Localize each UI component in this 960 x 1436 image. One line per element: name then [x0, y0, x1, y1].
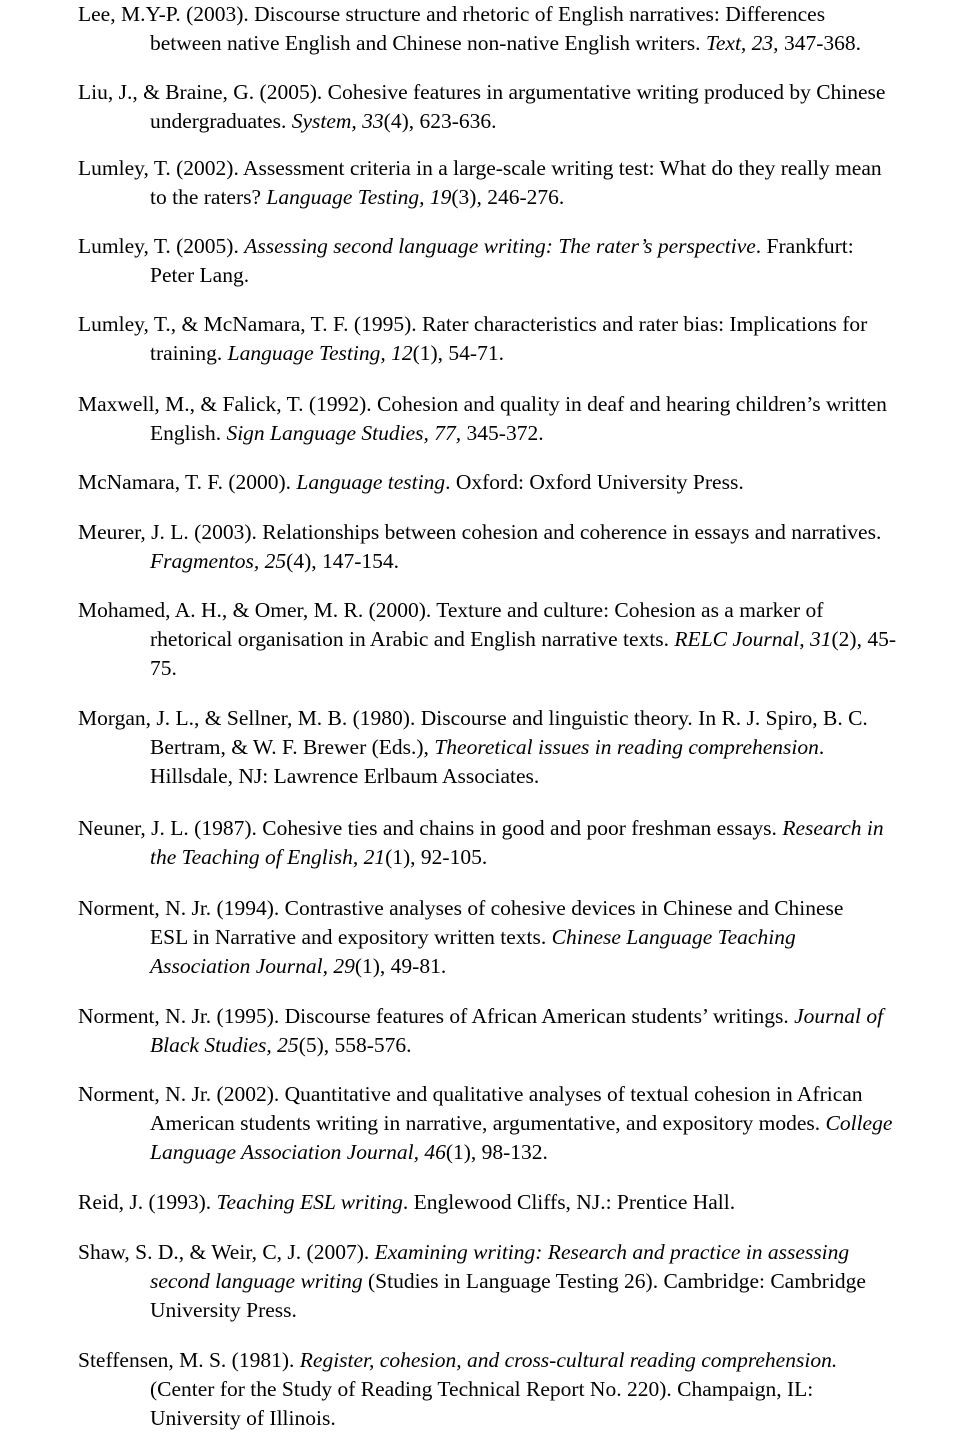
reference-line — [150, 1404, 837, 1433]
text-segment: Meurer, J. L. (2003). Relationships between cohesion and coherence in essays and narratives. — [78, 520, 882, 544]
reference-entry — [6, 390, 887, 448]
text-segment: American students writing in narrative, argumentative, and expository modes. — [150, 1111, 826, 1135]
reference-line — [150, 183, 882, 212]
reference-line — [78, 894, 843, 923]
reference-entry — [6, 1188, 735, 1217]
italic-segment: Examining writing: Research and practice in assessing — [374, 1240, 850, 1264]
text-segment: training. — [150, 341, 228, 365]
italic-segment: Language testing — [296, 470, 446, 494]
text-segment: Shaw, S. D., & Weir, C, J. (2007). — [78, 1240, 375, 1264]
text-segment: Norment, N. Jr. (1995). Discourse features of African American students’ writings. — [78, 1004, 795, 1028]
italic-segment: College — [825, 1111, 893, 1135]
reference-line — [150, 547, 881, 576]
text-segment: Reid, J. (1993). — [78, 1190, 217, 1214]
text-segment: (1), 54-71. — [412, 341, 504, 365]
text-segment: . Englewood Cliffs, NJ.: Prentice Hall. — [402, 1190, 736, 1214]
reference-line — [150, 339, 867, 368]
text-segment: Lumley, T. (2002). Assessment criteria in a large-scale writing test: What do they really mean — [78, 156, 882, 180]
text-segment: rhetorical organisation in Arabic and English narrative texts. — [150, 627, 675, 651]
reference-line — [78, 1238, 866, 1267]
italic-segment: Language Testing, 19 — [266, 185, 452, 209]
reference-line — [78, 390, 887, 419]
text-segment: Lumley, T. (2005). — [78, 234, 245, 258]
reference-entry — [6, 814, 884, 872]
italic-segment: Language Testing, 12 — [227, 341, 413, 365]
text-segment: Norment, N. Jr. (1994). Contrastive analyses of cohesive devices in Chinese and Chinese — [78, 896, 844, 920]
reference-line — [78, 814, 884, 843]
text-segment: Norment, N. Jr. (2002). Quantitative and qualitative analyses of textual cohesion in African — [78, 1082, 863, 1106]
text-segment: Bertram, & W. F. Brewer (Eds.), — [150, 735, 435, 759]
italic-segment: Research in — [782, 816, 884, 840]
reference-line — [150, 733, 868, 762]
reference-entry — [6, 78, 885, 136]
italic-segment: Black Studies, 25 — [150, 1033, 299, 1057]
text-segment: University of Illinois. — [150, 1406, 336, 1430]
text-segment: Mohamed, A. H., & Omer, M. R. (2000). Texture and culture: Cohesion as a marker of — [78, 598, 824, 622]
reference-line — [150, 1138, 892, 1167]
text-segment: (2), 45- — [831, 627, 896, 651]
reference-line — [78, 78, 885, 107]
text-segment: 75. — [150, 656, 177, 680]
reference-entry — [6, 154, 882, 212]
reference-entry — [6, 704, 868, 791]
reference-entry — [6, 518, 881, 576]
text-segment: (1), 98-132. — [445, 1140, 548, 1164]
text-segment: 345-372. — [461, 421, 544, 445]
reference-line — [150, 1109, 892, 1138]
italic-segment: Theoretical issues in reading comprehension — [434, 735, 819, 759]
text-segment: . — [818, 735, 825, 759]
italic-segment: Language Association Journal, 46 — [150, 1140, 446, 1164]
reference-line — [150, 1296, 866, 1325]
reference-line — [78, 704, 868, 733]
text-segment: Lee, M.Y-P. (2003). Discourse structure and rhetoric of English narratives: Differences — [78, 2, 826, 26]
reference-entry — [6, 468, 744, 497]
italic-segment: System, 33 — [291, 109, 384, 133]
reference-line — [78, 310, 867, 339]
text-segment: (1), 92-105. — [385, 845, 488, 869]
text-segment: (1), 49-81. — [354, 954, 447, 978]
reference-entry — [6, 1002, 883, 1060]
text-segment: (3), 246-276. — [451, 185, 565, 209]
reference-entry — [6, 1238, 866, 1325]
text-segment: 347-368. — [778, 31, 861, 55]
text-segment: Morgan, J. L., & Sellner, M. B. (1980). Discourse and linguistic theory. In R. J. Spiro, B. C. — [78, 706, 868, 730]
reference-line — [78, 0, 861, 29]
italic-segment: Sign Language Studies, 77, — [226, 421, 462, 445]
reference-line — [150, 923, 843, 952]
reference-line — [150, 654, 896, 683]
text-segment: . Frankfurt: — [755, 234, 854, 258]
reference-line — [150, 762, 868, 791]
reference-entry — [6, 894, 843, 981]
text-segment: (4), 147-154. — [286, 549, 400, 573]
reference-entry — [6, 1346, 837, 1433]
text-segment: Maxwell, M., & Falick, T. (1992). Cohesion and quality in deaf and hearing children’s written — [78, 392, 887, 416]
reference-line — [150, 29, 861, 58]
reference-line — [150, 952, 843, 981]
text-segment: ESL in Narrative and expository written texts. — [150, 925, 552, 949]
reference-line — [78, 154, 882, 183]
italic-segment: the Teaching of English, 21 — [150, 845, 386, 869]
text-segment: (Center for the Study of Reading Technical Report No. 220). Champaign, IL: — [150, 1377, 814, 1401]
reference-entry — [6, 1080, 892, 1167]
reference-line — [150, 843, 884, 872]
italic-segment: Assessing second language writing: The rater’s perspective — [244, 234, 756, 258]
reference-entry — [6, 232, 854, 290]
reference-line — [78, 518, 881, 547]
text-segment: (4), 623-636. — [383, 109, 497, 133]
text-segment: University Press. — [150, 1298, 297, 1322]
reference-line — [150, 261, 854, 290]
italic-segment: RELC Journal, 31 — [674, 627, 832, 651]
reference-line — [78, 596, 896, 625]
reference-line — [78, 1346, 837, 1375]
reference-line — [150, 419, 887, 448]
italic-segment: Text, 23, — [705, 31, 779, 55]
reference-line — [78, 1080, 892, 1109]
text-segment: Neuner, J. L. (1987). Cohesive ties and chains in good and poor freshman essays. — [78, 816, 783, 840]
reference-entry — [6, 596, 896, 683]
reference-line — [150, 625, 896, 654]
text-segment: Liu, J., & Braine, G. (2005). Cohesive features in argumentative writing produced by Chinese — [78, 80, 886, 104]
text-segment: (Studies in Language Testing 26). Cambridge: Cambridge — [362, 1269, 866, 1293]
italic-segment: Fragmentos, 25 — [150, 549, 287, 573]
text-segment: Peter Lang. — [150, 263, 250, 287]
italic-segment: Register, cohesion, and cross-cultural reading comprehension. — [299, 1348, 838, 1372]
reference-entry — [6, 310, 867, 368]
text-segment: Hillsdale, NJ: Lawrence Erlbaum Associates. — [150, 764, 540, 788]
reference-line — [150, 107, 885, 136]
reference-line — [78, 1002, 883, 1031]
reference-line — [150, 1267, 866, 1296]
text-segment: Steffensen, M. S. (1981). — [78, 1348, 300, 1372]
reference-line — [78, 232, 854, 261]
text-segment: English. — [150, 421, 227, 445]
text-segment: between native English and Chinese non-native English writers. — [150, 31, 706, 55]
italic-segment: Association Journal, 29 — [150, 954, 355, 978]
text-segment: undergraduates. — [150, 109, 292, 133]
italic-segment: Teaching ESL writing — [216, 1190, 403, 1214]
reference-entry — [6, 0, 861, 58]
italic-segment: Journal of — [794, 1004, 884, 1028]
italic-segment: Chinese Language Teaching — [551, 925, 796, 949]
reference-line — [150, 1375, 837, 1404]
text-segment: Lumley, T., & McNamara, T. F. (1995). Rater characteristics and rater bias: Implications for — [78, 312, 868, 336]
italic-segment: second language writing — [150, 1269, 363, 1293]
text-segment: McNamara, T. F. (2000). — [78, 470, 297, 494]
text-segment: (5), 558-576. — [298, 1033, 412, 1057]
text-segment: to the raters? — [150, 185, 267, 209]
reference-line — [150, 1031, 883, 1060]
reference-line — [78, 468, 744, 497]
reference-line — [78, 1188, 735, 1217]
text-segment: . Oxford: Oxford University Press. — [445, 470, 744, 494]
